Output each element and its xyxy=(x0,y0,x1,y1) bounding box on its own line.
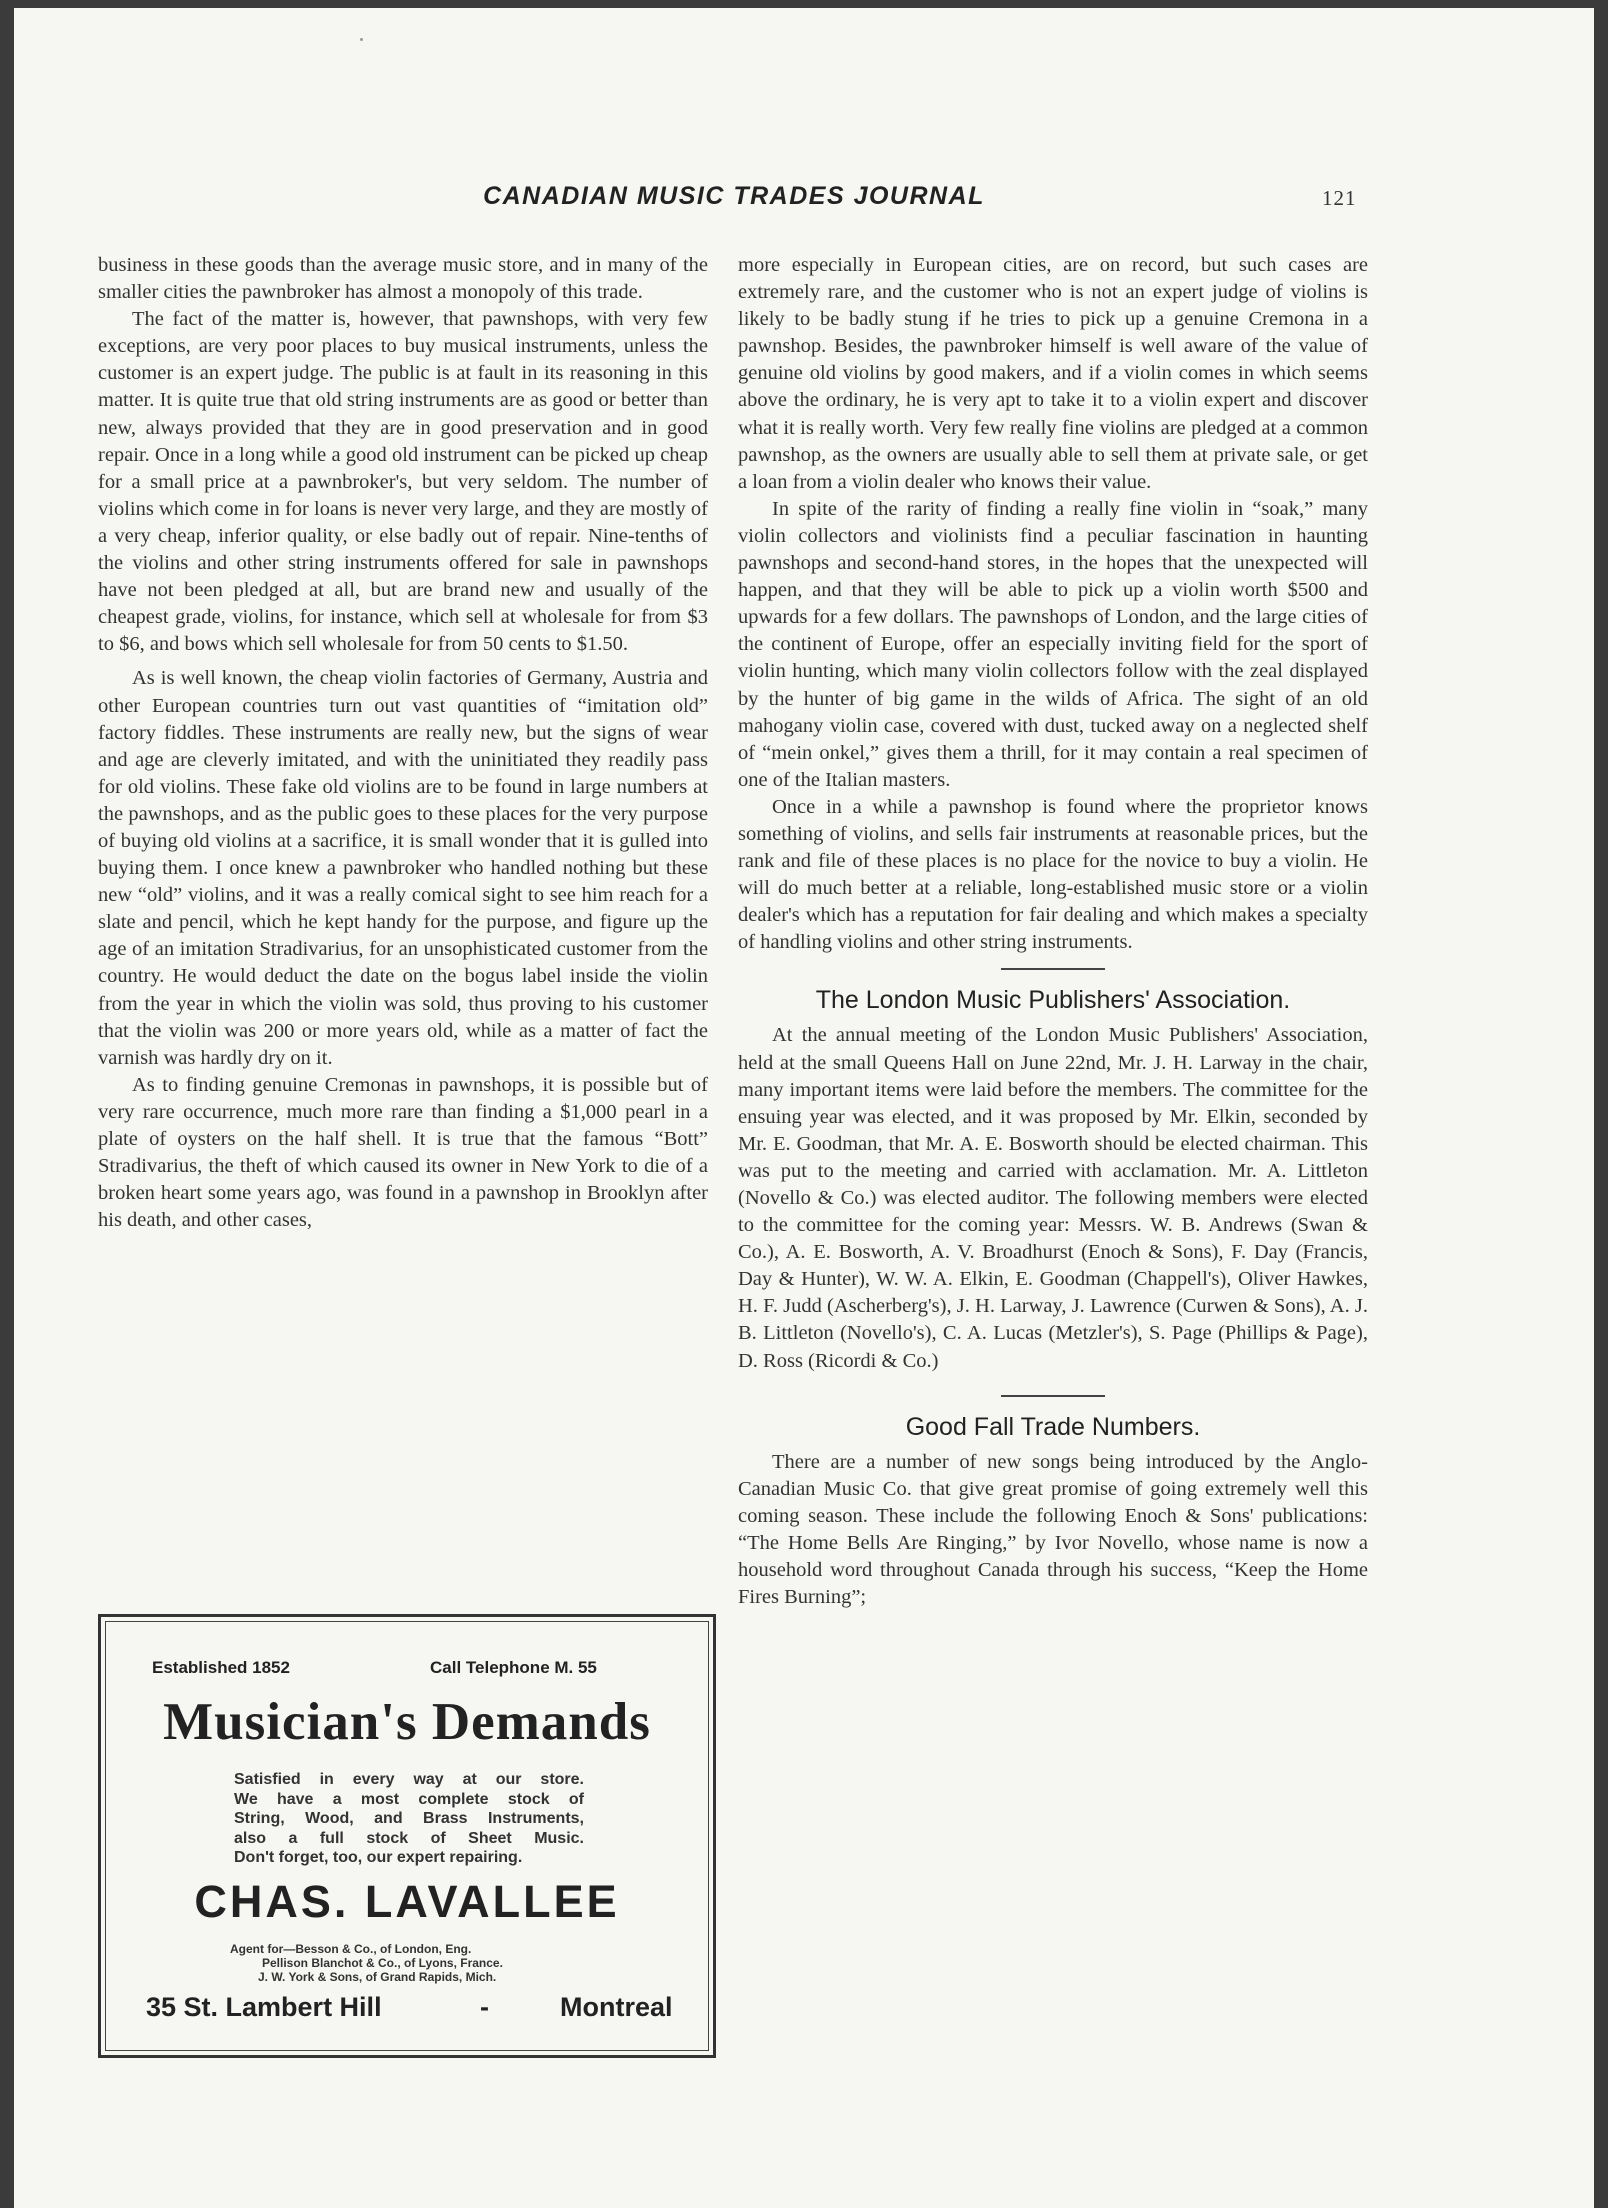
running-title: CANADIAN MUSIC TRADES JOURNAL xyxy=(483,182,985,210)
article-paragraph: The fact of the matter is, however, that pawnshops, with very few exceptions, are very poor places to buy musical instruments, unless the customer is an expert judge. The public is at fault in its reasoning in this matter. It is quite true that old string instruments are as good or better than new, always provided that they are in good preservation and in good repair. Once in a long while a good old instrument can be picked up cheap for a small price at a pawnbroker's, but very seldom. The number of violins which come in for loans is never very large, and they are mostly of a very cheap, inferior quality, or else badly out of repair. Nine-tenths of the violins and other string instruments offered for sale in pawnshops have not been pledged at all, but are brand new and usually of the cheapest grade, violins, for instance, which sell at wholesale for from $3 to $6, and bows which sell wholesale for from 50 cents to $1.50. xyxy=(98,308,708,656)
page-header xyxy=(14,182,1594,222)
section-divider xyxy=(1001,968,1105,970)
ad-agent-line: Pellison Blanchot & Co., of Lyons, France. xyxy=(262,1956,503,1970)
article-paragraph: As to finding genuine Cremonas in pawnshops, it is possible but of very rare occurrence, much more rare than finding a $1,000 pearl in a plate of oysters on the half shell. It is true that the famous “Bott” Stradivarius, the theft of which caused its owner in New York to die of a broken heart some years ago, was found in a pawnshop in Brooklyn after his death, and other cases, xyxy=(98,1073,708,1232)
page-number: 121 xyxy=(1322,186,1357,210)
ad-city: Montreal xyxy=(560,1992,673,2022)
advertisement-inner-border xyxy=(105,1621,709,2051)
article-paragraph: As is well known, the cheap violin factories of Germany, Austria and other European countries turn out vast quantities of “imitation old” factory fiddles. These instruments are really new, but the signs of wear and age are cleverly imitated, and with the uninitiated they readily pass for old violins. These fake old violins are to be found in large numbers at the pawnshops, and as the public goes to these places for the very purpose of buying old violins at a sacrifice, it is small wonder that it is gulled into buying them. I once knew a pawnbroker who handled nothing but these new “old” violins, and it was a really comical sight to see him reach for a slate and pencil, which he kept handy for the purpose, and figure up the age of an imitation Stradivarius, for an unsophisticated customer from the country. He would deduct the date on the bogus label inside the violin from the year in which the violin was sold, thus proving to his customer that the violin was 200 or more years old, while as a matter of fact the varnish was hardly dry on it. xyxy=(98,667,708,1069)
ad-body-line: also a full stock of Sheet Music. xyxy=(234,1829,584,1847)
section-heading: The London Music Publishers' Association. xyxy=(815,986,1291,1015)
advertisement xyxy=(98,1614,716,2058)
ad-title: Musician's Demands xyxy=(163,1693,651,1751)
ad-established: Established 1852 xyxy=(152,1658,290,1677)
ad-company-name: CHAS. LAVALLEE xyxy=(194,1876,620,1927)
ad-separator: - xyxy=(480,1992,489,2022)
article-paragraph: more especially in European cities, are on record, but such cases are extremely rare, and the customer who is not an expert judge of violins is likely to be badly stung if he tries to pick up a genuine Cremona in a pawnshop. Besides, the pawnbroker himself is well aware of the value of genuine old violins by good makers, and if a violin comes in which seems above the ordinary, he is very apt to take it to a violin expert and discover what it is really worth. Very few really fine violins are pledged at a common pawnshop, as the owners are usually able to sell them at private sale, or get a loan from a violin dealer who knows their value. xyxy=(738,254,1368,493)
ad-agent-line: Agent for—Besson & Co., of London, Eng. xyxy=(230,1942,472,1956)
section-heading: Good Fall Trade Numbers. xyxy=(905,1412,1201,1441)
article-paragraph: Once in a while a pawnshop is found where the proprietor knows something of violins, and sells fair instruments at reasonable prices, but the rank and file of these places is no place for the novice to buy a violin. He will do much better at a reliable, long-established music store or a violin dealer's which has a reputation for fair dealing and which makes a specialty of handling violins and other string instruments. xyxy=(738,795,1368,954)
ad-body-line: Don't forget, too, our expert repairing. xyxy=(234,1849,523,1866)
ad-telephone: Call Telephone M. 55 xyxy=(430,1658,597,1677)
article-paragraph: business in these goods than the average music store, and in many of the smaller cities the pawnbroker has almost a monopoly of this trade. xyxy=(98,254,708,304)
article-paragraph: In spite of the rarity of finding a really fine violin in “soak,” many violin collectors and violinists find a peculiar fascination in haunting pawnshops and second-hand stores, in the hopes that the unexpected will happen, and that they will be able to pick up a violin worth $500 and upwards for a few dollars. The pawnshops of London, and the large cities of the continent of Europe, offer an especially inviting field for the sport of violin hunting, which many violin collectors follow with the zeal displayed by the hunter of big game in the wilds of Africa. The sight of an old mahogany violin case, covered with dust, tucked away on a neglected shelf of “mein onkel,” gives them a thrill, for it may contain a real specimen of one of the Italian masters. xyxy=(738,497,1368,791)
print-speck xyxy=(360,38,363,41)
ad-body xyxy=(234,1770,584,1868)
right-column xyxy=(738,252,1368,1611)
left-column xyxy=(98,252,708,1234)
ad-address: 35 St. Lambert Hill xyxy=(146,1992,382,2022)
section-divider xyxy=(1001,1395,1105,1397)
article-paragraph: There are a number of new songs being introduced by the Anglo-Canadian Music Co. that give great promise of going extremely well this coming season. These include the following Enoch & Sons' publications: “The Home Bells Are Ringing,” by Ivor Novello, whose name is now a household word throughout Canada through his success, “Keep the Home Fires Burning”; xyxy=(738,1450,1368,1609)
ad-agent-line: J. W. York & Sons, of Grand Rapids, Mich. xyxy=(258,1970,497,1984)
ad-body-line: String, Wood, and Brass Instruments, xyxy=(234,1810,584,1827)
ad-body-line: Satisfied in every way at our store. xyxy=(234,1771,584,1788)
article-paragraph: At the annual meeting of the London Music Publishers' Association, held at the small Queens Hall on June 22nd, Mr. J. H. Larway in the chair, many important items were laid before the members. The committee for the ensuing year was elected, and it was proposed by Mr. Elkin, seconded by Mr. E. Goodman, that Mr. A. E. Bosworth should be elected chairman. This was put to the meeting and carried with acclamation. Mr. A. Littleton (Novello & Co.) was elected auditor. The following members were elected to the committee for the coming year: Messrs. W. B. Andrews (Swan & Co.), A. E. Bosworth, A. V. Broadhurst (Enoch & Sons), F. Day (Francis, Day & Hunter), W. W. A. Elkin, E. Goodman (Chappell's), Oliver Hawkes, H. F. Judd (Ascherberg's), J. H. Larway, J. Lawrence (Curwen & Sons), A. J. B. Littleton (Novello's), C. A. Lucas (Metzler's), S. Page (Phillips & Page), D. Ross (Ricordi & Co.) xyxy=(738,1024,1368,1372)
magazine-page xyxy=(14,8,1594,2208)
ad-body-line: We have a most complete stock of xyxy=(234,1790,584,1808)
ad-agents xyxy=(230,1942,610,1984)
